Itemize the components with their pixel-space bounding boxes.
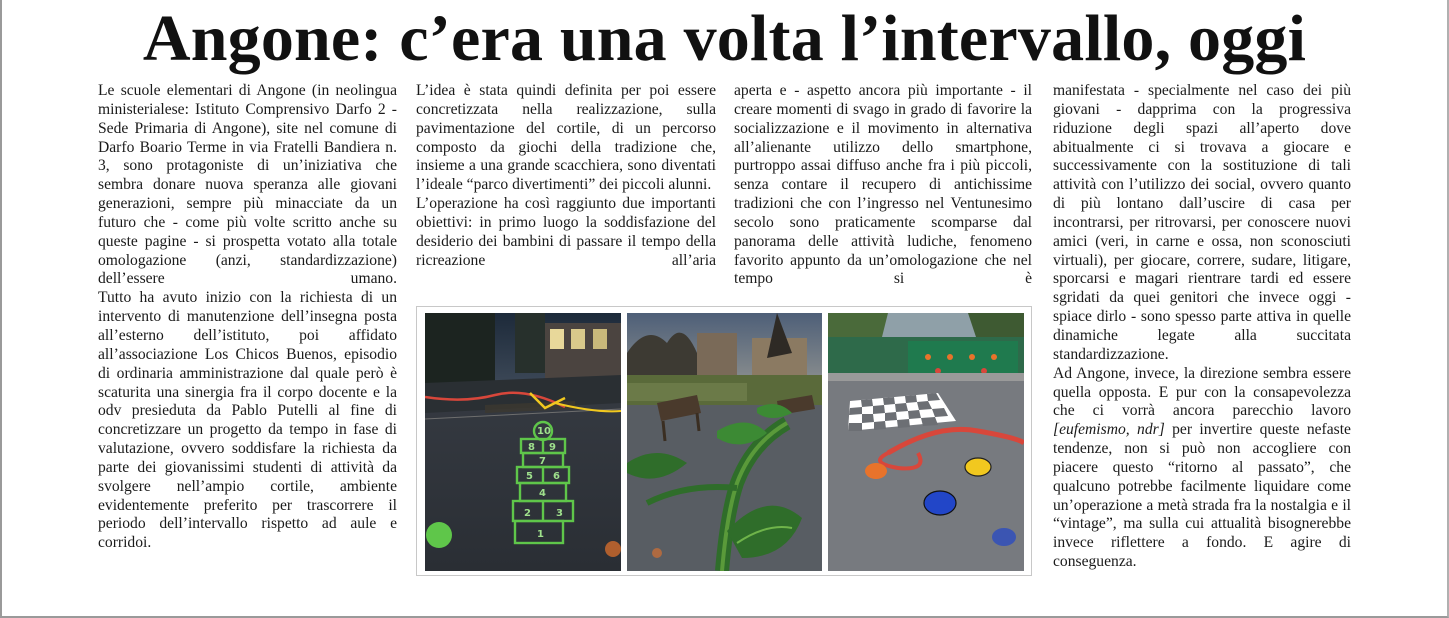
paragraph: Le scuole elementari di Angone (in neolingua ministerialese: Istituto Comprensivo Darfo 2 - Sede Primaria di Angone), site nel comune di Darfo Boario Terme in via Fratelli Bandiera n. 3, sono protagoniste di un’iniziativa che sembra donare nuova speranza alle giovani generazioni, sempre più minacciate da un futuro che - come più volte scritto anche su queste pagine - si prospetta votato alla totale omologazione (anzi, standardizzazione) dell’essere umano.: [98, 82, 397, 288]
hopscotch-number: 1: [537, 529, 544, 540]
hopscotch-number: 10: [537, 426, 551, 437]
paragraph: L’idea è stata quindi definita per poi essere concretizzata nella realizzazione, sulla pavimentazione del cortile, di un percorso composto da giochi della tradizione che, insieme a una grande scacchiera, sono diventati l’ideale “parco divertimenti” dei piccoli alunni.: [416, 82, 716, 194]
hopscotch-number: 7: [539, 456, 546, 467]
article-column-3: [734, 82, 1032, 289]
hopscotch-number: 4: [539, 488, 546, 499]
photo-hopscotch: [425, 313, 621, 571]
chessboard-image: [828, 313, 1024, 571]
hopscotch-image: [425, 313, 621, 571]
headline: Angone: c’era una volta l’intervallo, oggi: [142, 2, 1307, 75]
editor-note: [eufemismo, ndr]: [1053, 421, 1165, 439]
paragraph: [1053, 365, 1351, 572]
paragraph: aperta e - aspetto ancora più importante - il creare momenti di svago in grado di favorire la socializzazione e il movimento in alternativa all’alienante utilizzo dello smartphone, purtroppo assai diffuso anche fra i più piccoli, senza contare il recupero di antichissime tradizioni che con l’ingresso nel Ventunesimo secolo sono praticamente scomparse dal panorama delle attività ludiche, fenomeno favorito appunto da un’omologazione che nel tempo si è: [734, 82, 1032, 288]
hopscotch-number: 3: [556, 508, 563, 519]
paragraph: Tutto ha avuto inizio con la richiesta di un intervento di manutenzione dell’insegna posta all’esterno dell’istituto, poi affidato all’associazione Los Chicos Buenos, episodio di ordinaria amministrazione dal quale però è scaturita una sinergia fra il corpo docente e la odv presieduta da Pablo Putelli al fine di concretizzare un progetto da tempo in fase di valutazione, ovvero soddisfare la richiesta da parte dei giovanissimi studenti di attività da svolgere nell’ampio cortile, ambiente evidentemente preferito per trascorrere il periodo dell’intervallo rispetto ad aule e corridoi.: [98, 289, 397, 552]
photo-vine: [627, 313, 822, 571]
article-column-2: [416, 82, 716, 270]
photo-strip: [416, 306, 1032, 576]
article-column-4: [1053, 82, 1351, 572]
paragraph: manifestata - specialmente nel caso dei più giovani - dapprima con la progressiva riduzione degli spazi all’aperto dove abitualmente ci si trovava a giocare e successivamente con la sostituzione di tali attività con l’utilizzo dei social, ovvero quanto di più lontano dall’uscire di casa per incontrarsi, per ritrovarsi, per conoscere nuovi amici (veri, in carne e ossa, non sconosciuti virtuali), per giocare, correre, sudare, litigare, sporcarsi e magari rientrare tardi ed essere sgridati da quei genitori che invece oggi - spiace dirlo - sono spesso parte attiva in quelle dinamiche legate alla succitata standardizzazione.: [1053, 82, 1351, 363]
photo-chessboard: [828, 313, 1024, 571]
hopscotch-number: 8: [528, 442, 535, 453]
hopscotch-number: 6: [553, 471, 560, 482]
article-column-1: [98, 82, 397, 553]
text-run: per invertire queste nefaste tendenze, non si può non accogliere con piacere questo “ritorno al passato”, che qualcuno potrebbe facilmente liquidare come un’operazione a metà strada fra la nostalgia e il “vintage”, ma sulla cui attualità bisognerebbe invece riflettere a fondo. E agire di conseguenza.: [1053, 421, 1351, 571]
paragraph: L’operazione ha così raggiunto due importanti obiettivi: in primo luogo la soddisfazione del desiderio dei bambini di passare il tempo della ricreazione all’aria: [416, 195, 716, 269]
hopscotch-number: 5: [526, 471, 533, 482]
hopscotch-number: 9: [549, 442, 556, 453]
hopscotch-number: 2: [524, 508, 531, 519]
text-run: Ad Angone, invece, la direzione sembra essere quella opposta. E pur con la consapevolezza che ci vorrà ancora parecchio lavoro: [1053, 364, 1351, 420]
vine-image: [627, 313, 822, 571]
